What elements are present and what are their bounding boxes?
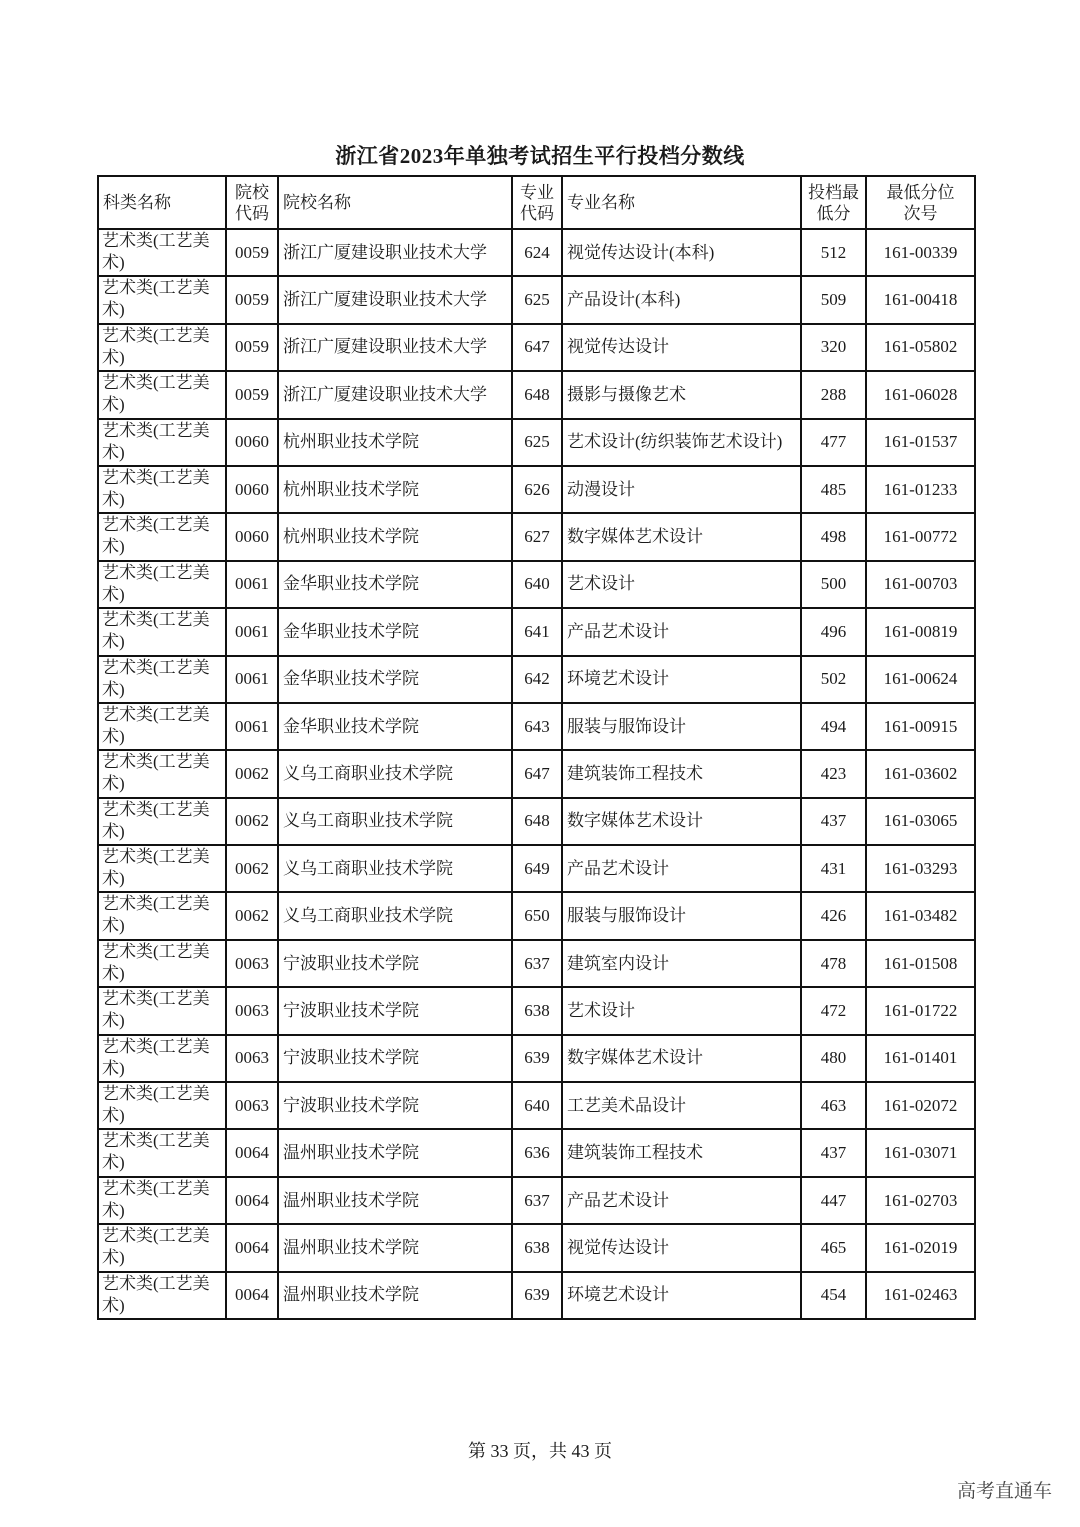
cell-school-code: 0063: [226, 940, 278, 987]
table-row: [98, 229, 975, 276]
table-row: [98, 703, 975, 750]
cell-min-score: 494: [801, 703, 866, 750]
cell-min-score: 502: [801, 656, 866, 703]
cell-major-name: 服装与服饰设计: [562, 703, 801, 750]
cell-rank: 161-02703: [866, 1177, 975, 1224]
table-row: [98, 940, 975, 987]
cell-min-score: 423: [801, 750, 866, 797]
cell-category: 艺术类(工艺美术): [98, 1129, 226, 1176]
cell-min-score: 447: [801, 1177, 866, 1224]
cell-rank: 161-03065: [866, 798, 975, 845]
table-row: [98, 798, 975, 845]
cell-category: 艺术类(工艺美术): [98, 371, 226, 418]
cell-category: 艺术类(工艺美术): [98, 513, 226, 560]
cell-min-score: 480: [801, 1035, 866, 1082]
cell-rank: 161-00819: [866, 608, 975, 655]
cell-school-name: 宁波职业技术学院: [278, 987, 512, 1034]
cell-school-code: 0060: [226, 466, 278, 513]
cell-major-code: 639: [512, 1272, 562, 1319]
cell-school-code: 0061: [226, 703, 278, 750]
cell-major-name: 视觉传达设计: [562, 1224, 801, 1271]
cell-major-name: 数字媒体艺术设计: [562, 798, 801, 845]
cell-school-code: 0060: [226, 419, 278, 466]
cell-category: 艺术类(工艺美术): [98, 987, 226, 1034]
cell-school-name: 金华职业技术学院: [278, 561, 512, 608]
cell-min-score: 512: [801, 229, 866, 276]
cell-major-code: 650: [512, 892, 562, 939]
cell-min-score: 509: [801, 276, 866, 323]
table-row: [98, 513, 975, 560]
cell-school-name: 金华职业技术学院: [278, 656, 512, 703]
cell-major-code: 649: [512, 845, 562, 892]
cell-category: 艺术类(工艺美术): [98, 561, 226, 608]
cell-school-code: 0064: [226, 1177, 278, 1224]
cell-min-score: 478: [801, 940, 866, 987]
watermark: 高考直通车: [956, 1480, 1052, 1502]
cell-category: 艺术类(工艺美术): [98, 892, 226, 939]
table-row: [98, 987, 975, 1034]
cell-school-code: 0061: [226, 656, 278, 703]
cell-school-name: 杭州职业技术学院: [278, 419, 512, 466]
cell-min-score: 288: [801, 371, 866, 418]
table-row: [98, 466, 975, 513]
cell-rank: 161-00772: [866, 513, 975, 560]
cell-school-name: 浙江广厦建设职业技术大学: [278, 229, 512, 276]
table-row: [98, 1035, 975, 1082]
page-number: 第 33 页，共 43 页: [468, 1441, 612, 1461]
cell-category: 艺术类(工艺美术): [98, 656, 226, 703]
table-row: [98, 1272, 975, 1319]
cell-rank: 161-00915: [866, 703, 975, 750]
cell-min-score: 485: [801, 466, 866, 513]
cell-category: 艺术类(工艺美术): [98, 1272, 226, 1319]
cell-rank: 161-00418: [866, 276, 975, 323]
cell-major-name: 建筑室内设计: [562, 940, 801, 987]
table-row: [98, 324, 975, 371]
cell-major-code: 626: [512, 466, 562, 513]
table-row: [98, 656, 975, 703]
cell-category: 艺术类(工艺美术): [98, 466, 226, 513]
cell-category: 艺术类(工艺美术): [98, 750, 226, 797]
table-row: [98, 845, 975, 892]
cell-rank: 161-02463: [866, 1272, 975, 1319]
score-table: [97, 175, 976, 1320]
cell-major-code: 642: [512, 656, 562, 703]
header-min-score: 投档最低分: [801, 176, 866, 229]
cell-category: 艺术类(工艺美术): [98, 703, 226, 750]
cell-category: 艺术类(工艺美术): [98, 608, 226, 655]
cell-major-code: 640: [512, 1082, 562, 1129]
cell-school-name: 义乌工商职业技术学院: [278, 750, 512, 797]
cell-rank: 161-01401: [866, 1035, 975, 1082]
cell-school-name: 金华职业技术学院: [278, 703, 512, 750]
cell-rank: 161-03293: [866, 845, 975, 892]
cell-min-score: 426: [801, 892, 866, 939]
cell-school-code: 0059: [226, 324, 278, 371]
cell-category: 艺术类(工艺美术): [98, 798, 226, 845]
cell-rank: 161-06028: [866, 371, 975, 418]
cell-major-code: 636: [512, 1129, 562, 1176]
cell-school-code: 0062: [226, 845, 278, 892]
cell-school-name: 温州职业技术学院: [278, 1272, 512, 1319]
cell-school-code: 0063: [226, 987, 278, 1034]
cell-major-name: 建筑装饰工程技术: [562, 1129, 801, 1176]
cell-category: 艺术类(工艺美术): [98, 1177, 226, 1224]
table-row: [98, 276, 975, 323]
cell-school-code: 0064: [226, 1272, 278, 1319]
cell-min-score: 437: [801, 798, 866, 845]
cell-major-name: 环境艺术设计: [562, 656, 801, 703]
cell-category: 艺术类(工艺美术): [98, 845, 226, 892]
cell-major-name: 视觉传达设计(本科): [562, 229, 801, 276]
cell-school-name: 宁波职业技术学院: [278, 940, 512, 987]
cell-school-code: 0061: [226, 608, 278, 655]
cell-school-name: 义乌工商职业技术学院: [278, 798, 512, 845]
cell-major-code: 624: [512, 229, 562, 276]
table-row: [98, 892, 975, 939]
header-school-name: 院校名称: [278, 176, 512, 229]
cell-min-score: 465: [801, 1224, 866, 1271]
cell-rank: 161-00703: [866, 561, 975, 608]
table-row: [98, 1129, 975, 1176]
cell-school-code: 0062: [226, 892, 278, 939]
cell-major-name: 产品艺术设计: [562, 1177, 801, 1224]
cell-school-name: 宁波职业技术学院: [278, 1082, 512, 1129]
cell-major-code: 625: [512, 419, 562, 466]
cell-major-code: 647: [512, 324, 562, 371]
cell-major-code: 638: [512, 1224, 562, 1271]
cell-major-code: 639: [512, 1035, 562, 1082]
table-row: [98, 750, 975, 797]
cell-rank: 161-01537: [866, 419, 975, 466]
cell-major-code: 648: [512, 371, 562, 418]
cell-school-code: 0064: [226, 1224, 278, 1271]
cell-major-code: 637: [512, 1177, 562, 1224]
cell-min-score: 496: [801, 608, 866, 655]
cell-major-name: 建筑装饰工程技术: [562, 750, 801, 797]
cell-category: 艺术类(工艺美术): [98, 1224, 226, 1271]
cell-school-name: 义乌工商职业技术学院: [278, 892, 512, 939]
cell-category: 艺术类(工艺美术): [98, 940, 226, 987]
cell-major-code: 647: [512, 750, 562, 797]
cell-major-name: 工艺美术品设计: [562, 1082, 801, 1129]
cell-major-name: 艺术设计: [562, 987, 801, 1034]
cell-major-name: 数字媒体艺术设计: [562, 513, 801, 560]
cell-school-name: 浙江广厦建设职业技术大学: [278, 371, 512, 418]
cell-school-name: 金华职业技术学院: [278, 608, 512, 655]
cell-major-name: 艺术设计: [562, 561, 801, 608]
cell-rank: 161-03482: [866, 892, 975, 939]
cell-school-code: 0062: [226, 798, 278, 845]
cell-school-name: 浙江广厦建设职业技术大学: [278, 324, 512, 371]
cell-school-name: 浙江广厦建设职业技术大学: [278, 276, 512, 323]
header-category: 科类名称: [98, 176, 226, 229]
cell-category: 艺术类(工艺美术): [98, 1082, 226, 1129]
cell-rank: 161-02019: [866, 1224, 975, 1271]
cell-school-name: 义乌工商职业技术学院: [278, 845, 512, 892]
cell-rank: 161-01722: [866, 987, 975, 1034]
cell-rank: 161-03602: [866, 750, 975, 797]
cell-major-code: 638: [512, 987, 562, 1034]
cell-min-score: 431: [801, 845, 866, 892]
cell-school-name: 宁波职业技术学院: [278, 1035, 512, 1082]
cell-category: 艺术类(工艺美术): [98, 324, 226, 371]
page-title: 浙江省2023年单独考试招生平行投档分数线: [335, 144, 745, 168]
header-major-code: 专业代码: [512, 176, 562, 229]
cell-major-name: 产品艺术设计: [562, 845, 801, 892]
cell-major-code: 648: [512, 798, 562, 845]
cell-rank: 161-01233: [866, 466, 975, 513]
cell-major-name: 产品艺术设计: [562, 608, 801, 655]
cell-min-score: 454: [801, 1272, 866, 1319]
table-body: [98, 229, 975, 1319]
cell-major-name: 摄影与摄像艺术: [562, 371, 801, 418]
cell-min-score: 320: [801, 324, 866, 371]
cell-category: 艺术类(工艺美术): [98, 229, 226, 276]
table-row: [98, 1224, 975, 1271]
cell-major-code: 625: [512, 276, 562, 323]
cell-major-code: 640: [512, 561, 562, 608]
cell-school-code: 0063: [226, 1035, 278, 1082]
cell-school-name: 杭州职业技术学院: [278, 513, 512, 560]
cell-rank: 161-00339: [866, 229, 975, 276]
cell-min-score: 463: [801, 1082, 866, 1129]
cell-rank: 161-02072: [866, 1082, 975, 1129]
header-rank: 最低分位次号: [866, 176, 975, 229]
cell-major-name: 服装与服饰设计: [562, 892, 801, 939]
header-major-name: 专业名称: [562, 176, 801, 229]
cell-school-code: 0062: [226, 750, 278, 797]
cell-min-score: 472: [801, 987, 866, 1034]
cell-major-code: 637: [512, 940, 562, 987]
cell-major-code: 643: [512, 703, 562, 750]
header-school-code: 院校代码: [226, 176, 278, 229]
cell-school-code: 0059: [226, 229, 278, 276]
table-header-row: [98, 176, 975, 229]
cell-school-name: 温州职业技术学院: [278, 1224, 512, 1271]
cell-major-name: 产品设计(本科): [562, 276, 801, 323]
cell-major-code: 627: [512, 513, 562, 560]
cell-min-score: 500: [801, 561, 866, 608]
cell-school-code: 0059: [226, 371, 278, 418]
cell-major-name: 环境艺术设计: [562, 1272, 801, 1319]
table-row: [98, 608, 975, 655]
cell-major-name: 数字媒体艺术设计: [562, 1035, 801, 1082]
cell-category: 艺术类(工艺美术): [98, 276, 226, 323]
cell-school-code: 0060: [226, 513, 278, 560]
cell-rank: 161-01508: [866, 940, 975, 987]
cell-school-code: 0059: [226, 276, 278, 323]
cell-min-score: 437: [801, 1129, 866, 1176]
table-row: [98, 1177, 975, 1224]
cell-rank: 161-03071: [866, 1129, 975, 1176]
cell-min-score: 498: [801, 513, 866, 560]
cell-major-name: 动漫设计: [562, 466, 801, 513]
cell-major-name: 艺术设计(纺织装饰艺术设计): [562, 419, 801, 466]
cell-school-name: 杭州职业技术学院: [278, 466, 512, 513]
cell-school-name: 温州职业技术学院: [278, 1177, 512, 1224]
table-row: [98, 371, 975, 418]
cell-rank: 161-05802: [866, 324, 975, 371]
cell-major-name: 视觉传达设计: [562, 324, 801, 371]
cell-school-code: 0064: [226, 1129, 278, 1176]
table-row: [98, 1082, 975, 1129]
cell-school-code: 0061: [226, 561, 278, 608]
cell-min-score: 477: [801, 419, 866, 466]
table-row: [98, 419, 975, 466]
cell-category: 艺术类(工艺美术): [98, 419, 226, 466]
cell-category: 艺术类(工艺美术): [98, 1035, 226, 1082]
cell-school-code: 0063: [226, 1082, 278, 1129]
cell-school-name: 温州职业技术学院: [278, 1129, 512, 1176]
table-row: [98, 561, 975, 608]
cell-rank: 161-00624: [866, 656, 975, 703]
cell-major-code: 641: [512, 608, 562, 655]
